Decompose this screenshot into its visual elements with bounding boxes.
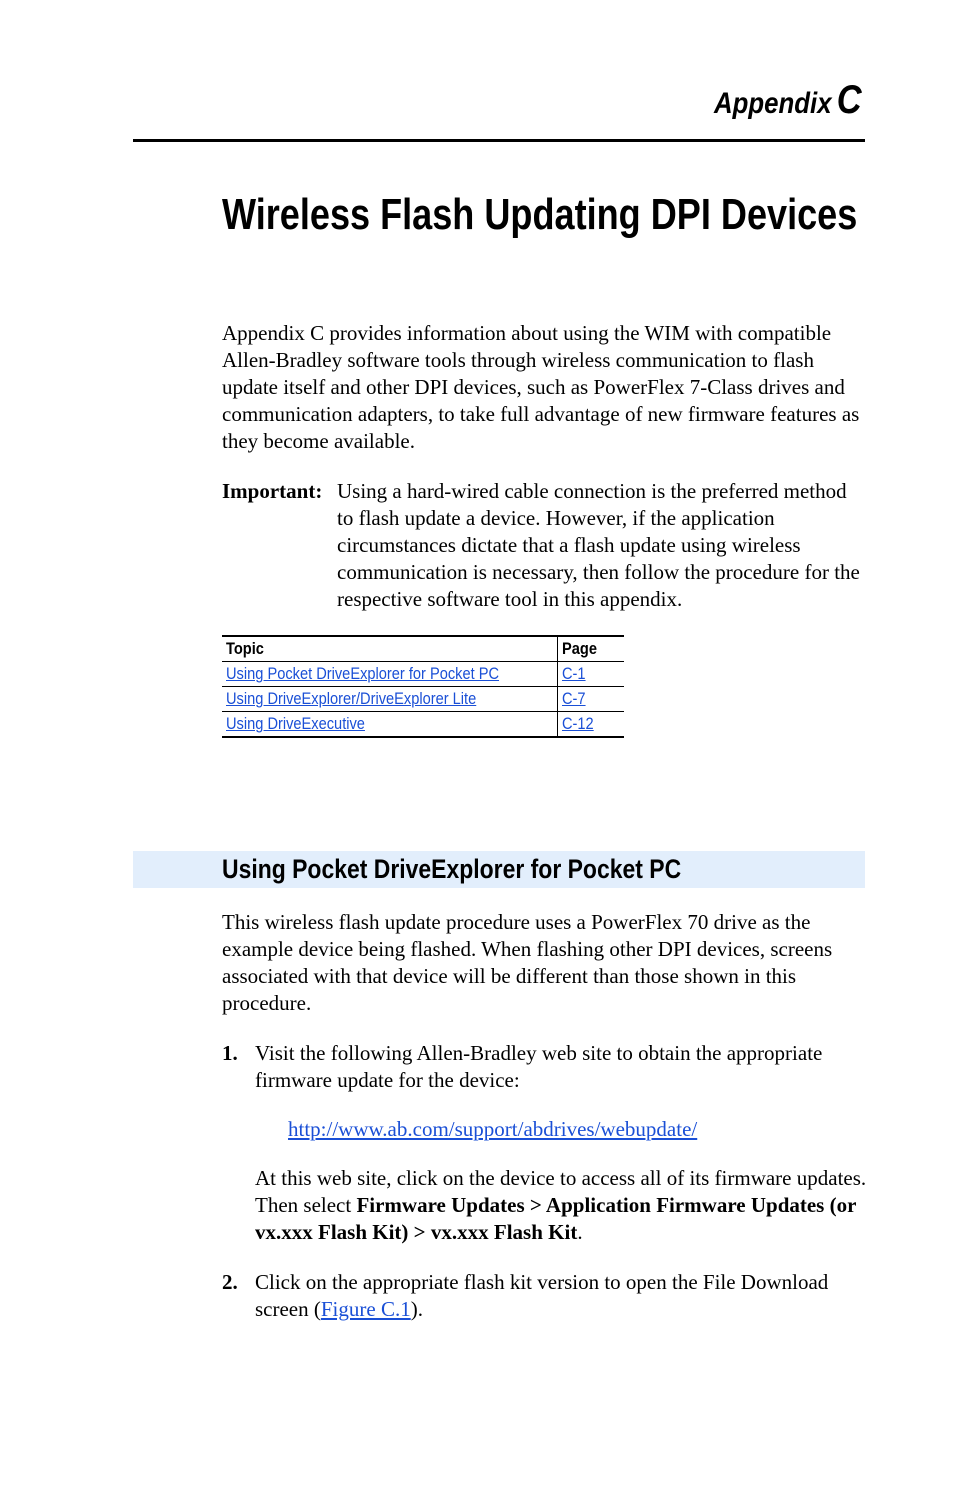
topic-link[interactable]: Using DriveExecutive (226, 714, 365, 733)
important-label: Important: (222, 479, 323, 503)
step-1-detail-end: . (577, 1220, 583, 1244)
section-heading: Using Pocket DriveExplorer for Pocket PC (222, 854, 682, 884)
step-1-detail (255, 1165, 867, 1246)
appendix-letter: C (837, 78, 862, 122)
topic-link[interactable]: Using Pocket DriveExplorer for Pocket PC (226, 664, 500, 683)
intro-paragraph: Appendix C provides information about using the WIM with compatible Allen-Bradley software tools through wireless communication to flash update itself and other DPI devices, such as PowerFlex 7-Class drives and communication adapters, to take full advantage of new firmware features as they become available. (222, 321, 860, 453)
webupdate-url-link[interactable]: http://www.ab.com/support/abdrives/webupdate/ (288, 1117, 698, 1141)
step-text: Visit the following Allen-Bradley web site to obtain the appropriate firmware update for the device: (255, 1041, 823, 1092)
firmware-path: Firmware Updates > Application Firmware Updates (or vx.xxx Flash Kit) > vx.xxx Flash Kit (255, 1193, 857, 1244)
step-2-end: ). (410, 1297, 423, 1321)
header-rule (133, 139, 865, 142)
step-text (255, 1269, 867, 1323)
appendix-label (714, 80, 862, 120)
topic-table (222, 635, 624, 738)
figure-link[interactable]: Figure C.1 (320, 1297, 411, 1321)
step-1-detail-lead: At this web site, click on the device to access all of its firmware updates. Then select (255, 1166, 867, 1217)
page-title: Wireless Flash Updating DPI Devices (222, 190, 858, 239)
page-link[interactable]: C-7 (561, 689, 586, 708)
section-intro-paragraph: This wireless flash update procedure uses a PowerFlex 70 drive as the example device being flashed. When flashing other DPI devices, screens associated with that device will be different than those shown in this procedure. (222, 910, 833, 1015)
table-row (222, 712, 624, 738)
table-row (222, 662, 624, 687)
important-text: Using a hard-wired cable connection is the preferred method to flash update a device. However, if the application circumstances dictate that a flash update using wireless communication is necessary, then follow the procedure for the respective software tool in this appendix. (337, 479, 860, 611)
topic-link[interactable]: Using DriveExplorer/DriveExplorer Lite (226, 689, 477, 708)
page-column-header: Page (561, 639, 597, 658)
table-row (222, 687, 624, 712)
step-number: 2. (222, 1270, 238, 1294)
topic-table-header (222, 636, 624, 662)
page-link[interactable]: C-1 (561, 664, 586, 683)
step-number: 1. (222, 1041, 238, 1065)
appendix-word: Appendix (714, 87, 832, 120)
topic-column-header: Topic (222, 636, 557, 662)
page-link[interactable]: C-12 (561, 714, 594, 733)
step-2-lead: Click on the appropriate flash kit version to open the File Download screen ( (255, 1270, 829, 1321)
